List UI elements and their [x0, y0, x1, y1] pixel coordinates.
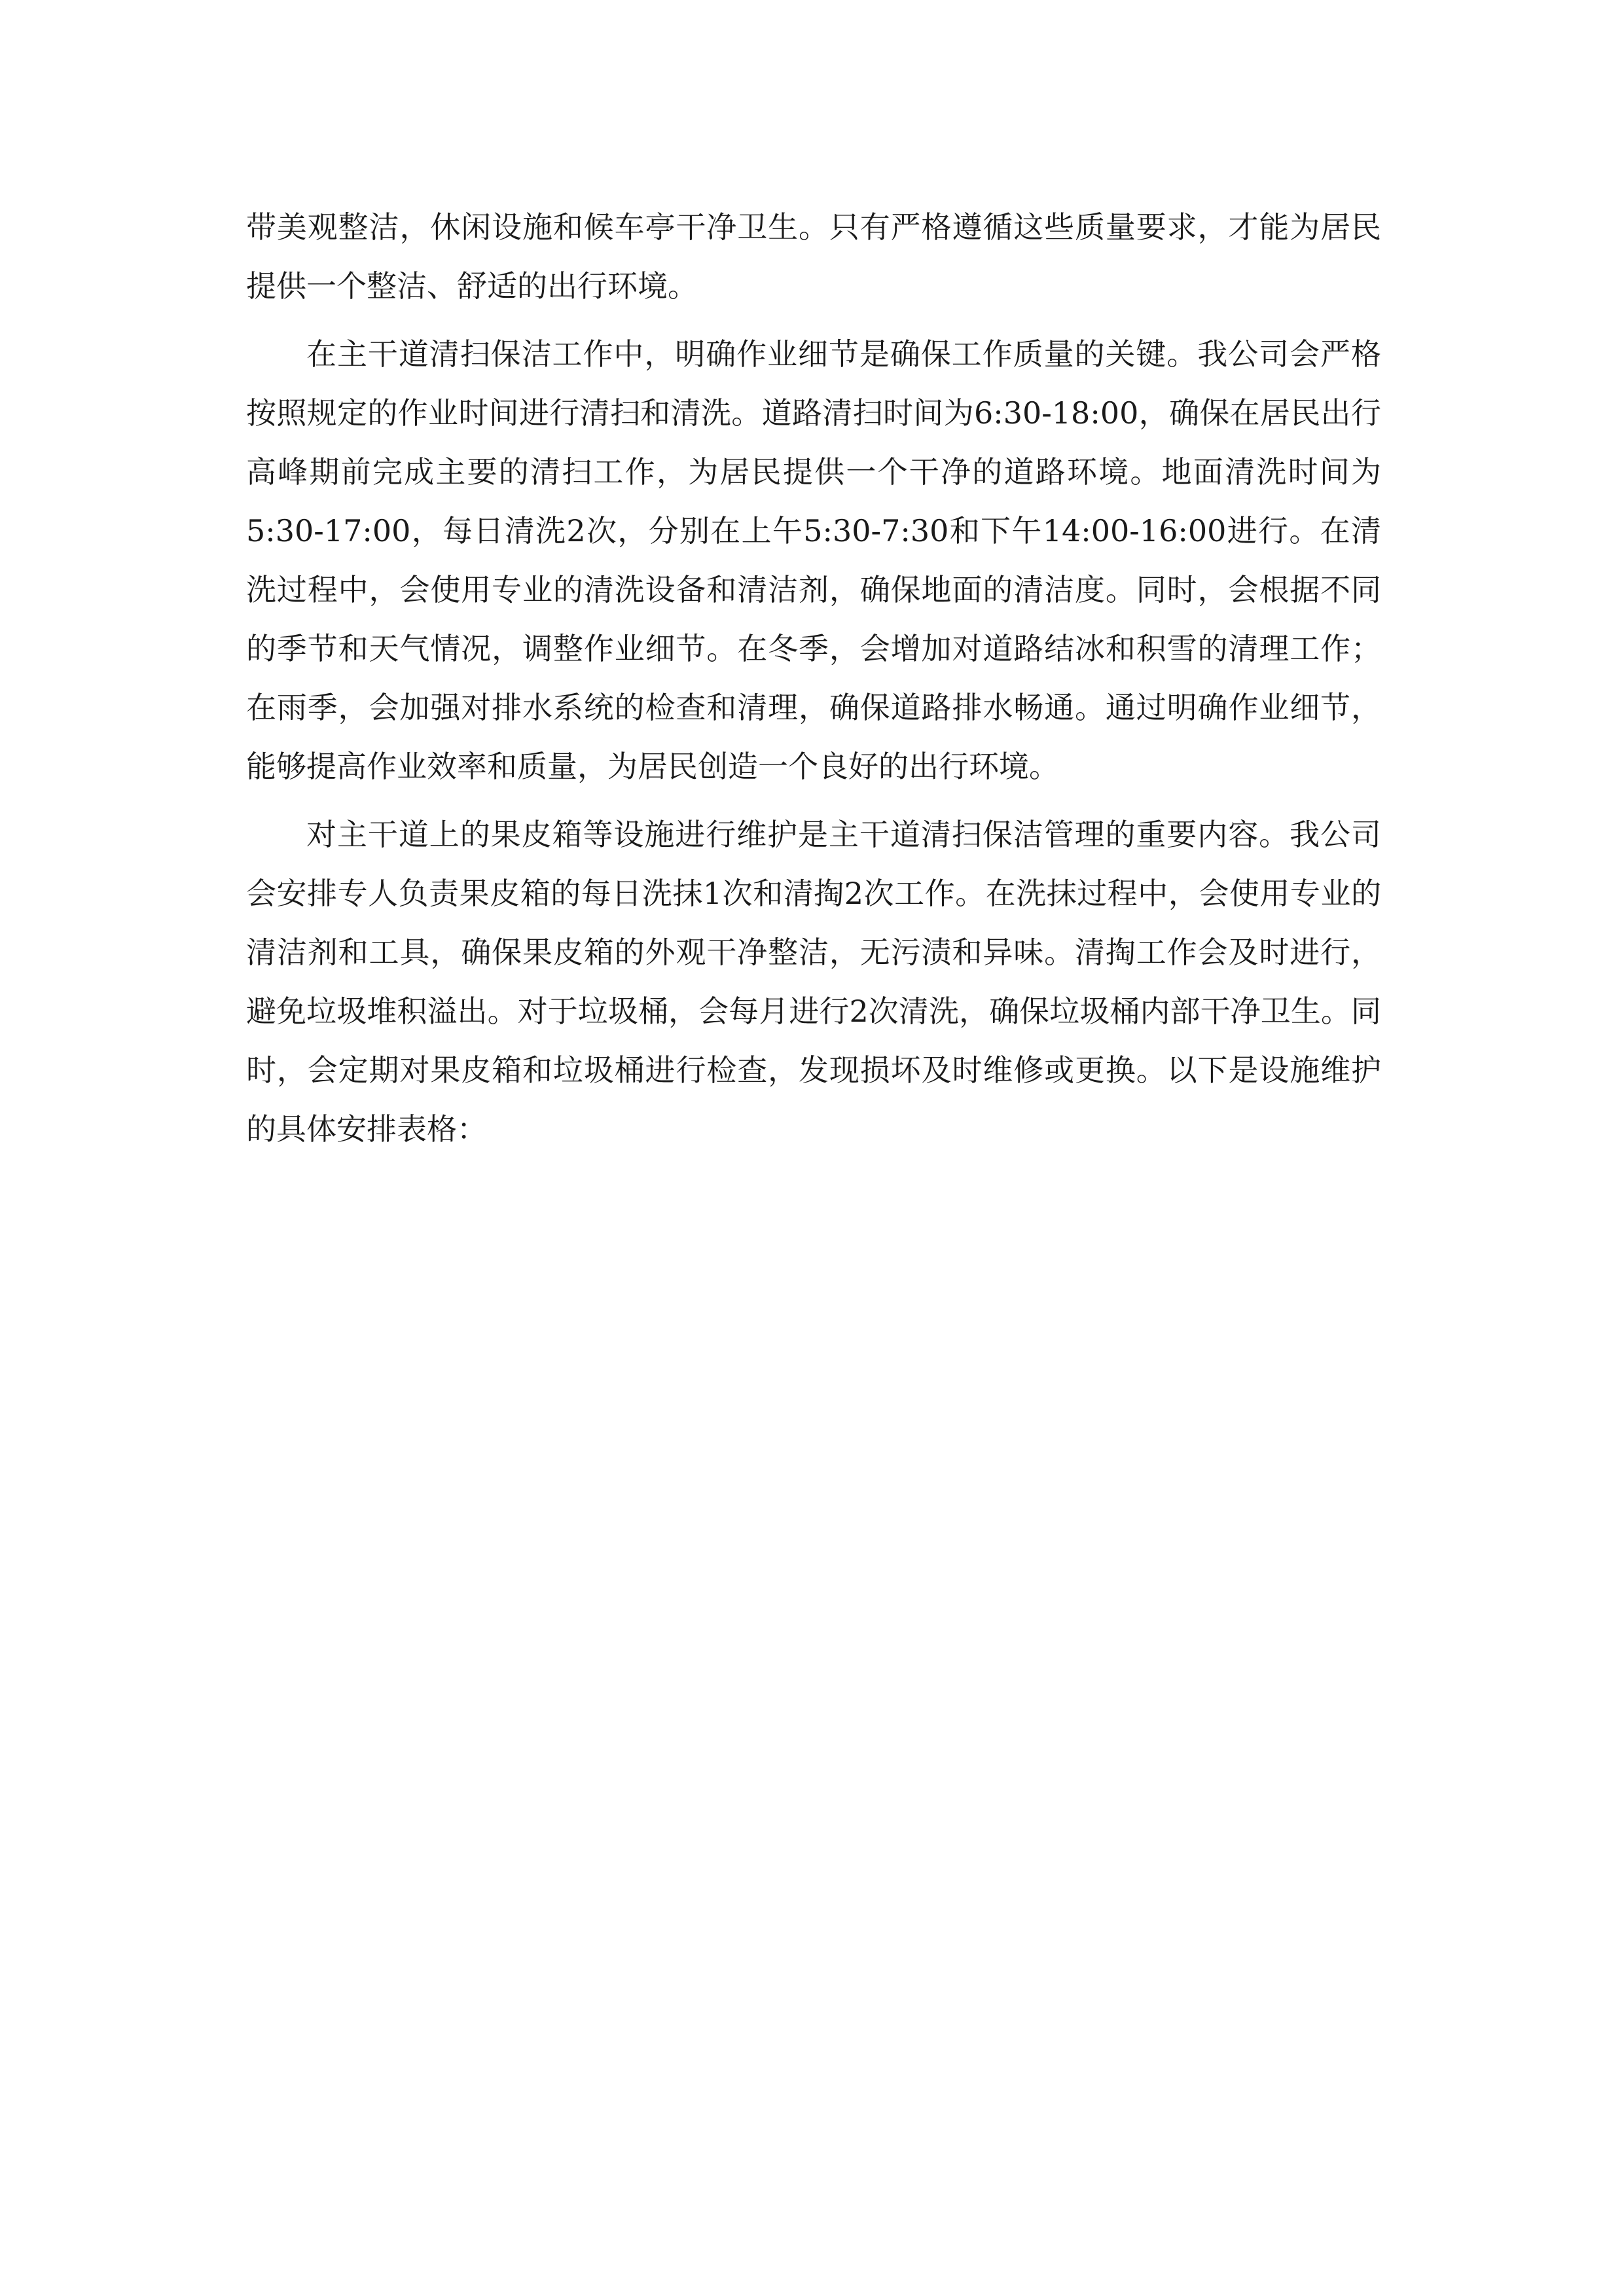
paragraph-continuation: 带美观整洁，休闲设施和候车亭干净卫生。只有严格遵循这些质量要求，才能为居民提供一个整洁、舒适的出行环境。 [246, 209, 1381, 304]
paragraph-facility-maintenance: 对主干道上的果皮箱等设施进行维护是主干道清扫保洁管理的重要内容。我公司会安排专人负责果皮箱的每日洗抹1次和清掏2次工作。在洗抹过程中，会使用专业的清洁剂和工具，确保果皮箱的外观干净整洁，无污渍和异味。清掏工作会及时进行，避免垃圾堆积溢出。对于垃圾桶，会每月进行2次清洗，确保垃圾桶内部干净卫生。同时，会定期对果皮箱和垃圾桶进行检查，发现损坏及时维修或更换。以下是设施维护的具体安排表格： [246, 817, 1381, 1147]
document-body [246, 198, 1381, 1158]
paragraph-work-details: 在主干道清扫保洁工作中，明确作业细节是确保工作质量的关键。我公司会严格按照规定的作业时间进行清扫和清洗。道路清扫时间为6:30-18:00，确保在居民出行高峰期前完成主要的清扫工作，为居民提供一个干净的道路环境。地面清洗时间为5:30-17:00，每日清洗2次，分别在上午5:30-7:30和下午14:00-16:00进行。在清洗过程中，会使用专业的清洗设备和清洁剂，确保地面的清洁度。同时，会根据不同的季节和天气情况，调整作业细节。在冬季，会增加对道路结冰和积雪的清理工作；在雨季，会加强对排水系统的检查和清理，确保道路排水畅通。通过明确作业细节，能够提高作业效率和质量，为居民创造一个良好的出行环境。 [246, 336, 1381, 784]
